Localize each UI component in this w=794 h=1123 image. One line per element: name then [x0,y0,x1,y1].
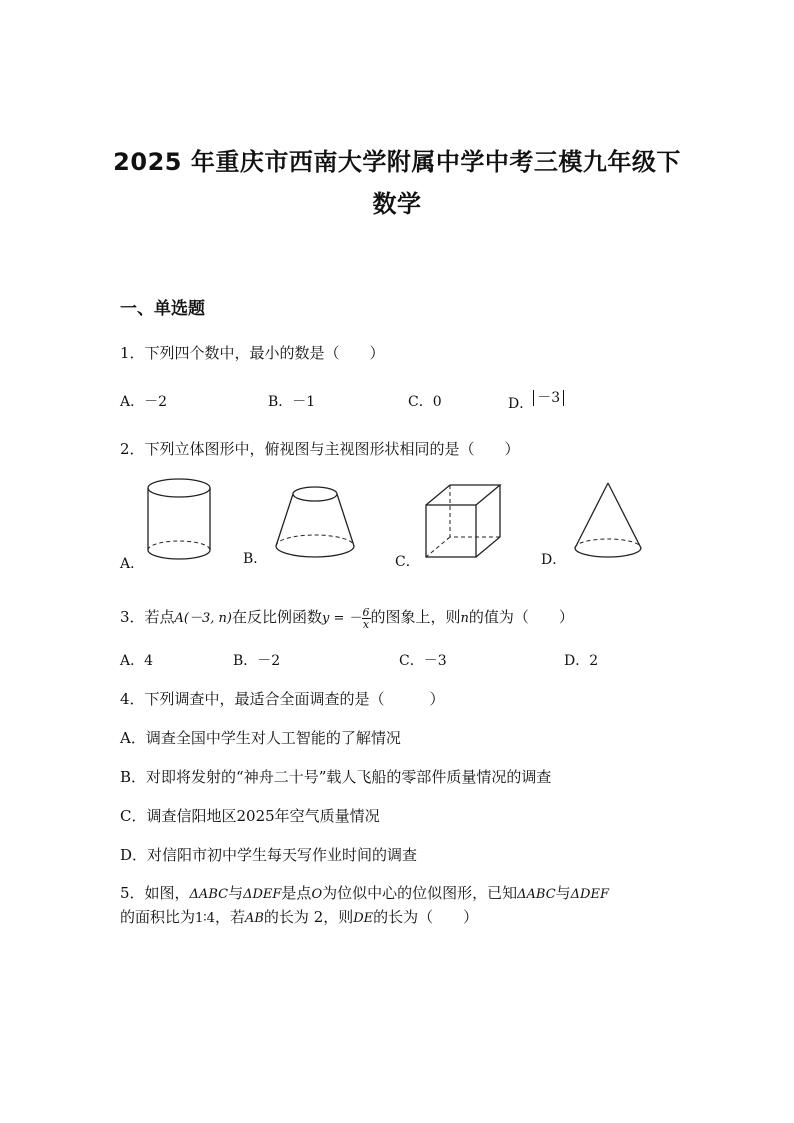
segment-de: DE [353,911,374,926]
stem-text: 与 [228,884,244,902]
q3-option-c[interactable] [399,650,447,670]
triangle-abc: ΔABC [189,887,229,902]
denominator: x [362,617,370,631]
q4-option-c[interactable]: C．调查信阳地区2025年空气质量情况 [120,807,380,825]
variable-n: n [460,611,469,626]
point-o: O [311,887,323,902]
stem-text: 的长为 2，则 [263,908,354,926]
absolute-value: －3 [533,390,564,406]
stem-text: 在反比例函数 [232,608,323,626]
option-value: －2 [257,653,281,669]
stem-text: 5．如图， [120,884,190,902]
stem-text: 的图象上，则 [370,608,461,626]
q1-option-b[interactable] [268,391,315,411]
option-label: D． [508,396,534,412]
option-label: A． [120,394,145,410]
stem-text: 3．若点 [120,608,175,626]
stem-text: 与 [555,884,571,902]
q4-option-a[interactable]: A．调查全国中学生对人工智能的了解情况 [120,729,401,747]
option-value: －1 [292,394,316,410]
question-3-stem [120,606,574,630]
stem-text: 的值为（ ） [468,608,574,626]
page-subtitle: 数学 [372,190,422,218]
option-label: B． [268,394,293,410]
triangle-abc: ΔABC [517,887,556,902]
stem-text: 是点 [281,884,312,902]
option-value: 2 [589,653,599,669]
page-title: 2025 年重庆市西南大学附属中学中考三模九年级下 [113,148,681,176]
question-4-stem: 4．下列调查中，最适合全面调查的是（ ） [120,690,445,708]
q3-option-d[interactable] [564,650,598,670]
fraction [362,607,371,630]
q2-option-d-label[interactable]: D． [541,552,567,568]
option-label: C． [408,394,433,410]
q3-option-a[interactable] [120,650,153,670]
q2-option-c-label[interactable]: C． [395,554,420,570]
triangle-def: ΔDEF [243,887,282,902]
segment-ab: AB [244,911,264,926]
q4-option-b[interactable]: B．对即将发射的“神舟二十号”载人飞船的零部件质量情况的调查 [120,768,552,786]
option-value: 0 [432,394,442,410]
question-1-stem: 1．下列四个数中，最小的数是（ ） [120,344,385,362]
q1-option-a[interactable] [120,391,167,411]
triangle-def: ΔDEF [570,887,609,902]
option-value: －3 [423,653,447,669]
q1-option-c[interactable] [408,391,442,411]
stem-text: ，若 [214,908,245,926]
point-a: A(－3, n) [174,611,232,626]
stem-text: 的长为（ ） [373,908,479,926]
q4-option-d[interactable]: D．对信阳市初中学生每天写作业时间的调查 [120,846,418,864]
option-label: A． [120,653,145,669]
cylinder-icon[interactable] [146,478,216,562]
q3-option-b[interactable] [233,650,280,670]
stem-text: 为位似中心的位似图形，已知 [322,884,518,902]
frustum-icon[interactable] [274,484,358,560]
numerator: 6 [362,605,370,619]
question-5-stem-line2 [120,906,478,927]
cube-icon[interactable] [424,483,504,561]
option-label: B． [233,653,258,669]
question-5-stem-line1 [120,882,609,903]
area-ratio: 1∶4 [195,911,215,926]
cone-icon[interactable] [572,481,646,561]
q1-option-d[interactable] [508,387,564,412]
stem-text: 的面积比为 [120,908,196,926]
q2-option-a-label[interactable]: A． [120,556,145,572]
function-lhs: y = － [322,611,362,626]
option-value: 4 [144,653,154,669]
option-value: －2 [144,394,168,410]
section-heading: 一、单选题 [120,299,205,319]
option-label: D． [564,653,590,669]
question-2-stem: 2．下列立体图形中，俯视图与主视图形状相同的是（ ） [120,440,520,458]
q2-option-b-label[interactable]: B． [243,551,268,567]
option-label: C． [399,653,424,669]
